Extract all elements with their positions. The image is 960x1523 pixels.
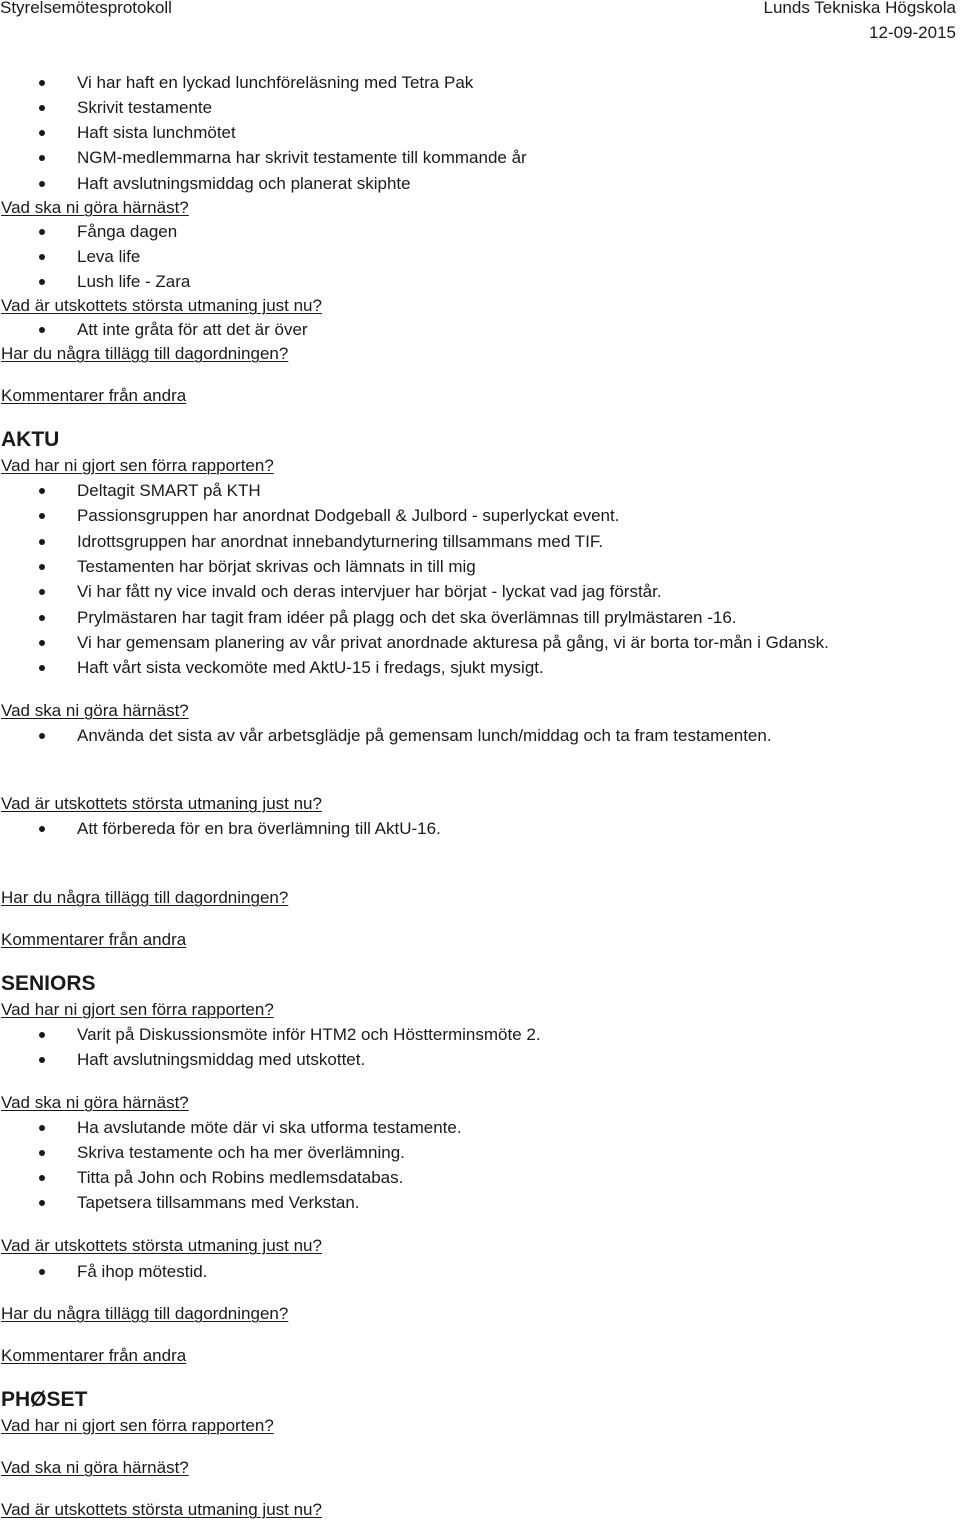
bullet-icon: [39, 1150, 45, 1156]
bullet-icon: [39, 733, 45, 739]
bullet-icon: [39, 1125, 45, 1131]
bullet-icon: [39, 665, 45, 671]
question-done: Vad har ni gjort sen förra rapporten?: [1, 1000, 274, 1019]
bullet-icon: [39, 564, 45, 570]
question-next: Vad ska ni göra härnäst?: [1, 198, 189, 217]
question-done: Vad har ni gjort sen förra rapporten?: [1, 1416, 274, 1435]
bullet-icon: [39, 640, 45, 646]
bullet-icon: [39, 1200, 45, 1206]
bullet-icon: [39, 539, 45, 545]
question-next: Vad ska ni göra härnäst?: [1, 701, 189, 720]
bullet-icon: [39, 130, 45, 136]
question-next: Vad ska ni göra härnäst?: [1, 1093, 189, 1112]
section-heading-phoset: PHØSET: [1, 1388, 88, 1411]
question-agenda: Har du några tillägg till dagordningen?: [1, 888, 289, 907]
bullet-icon: [39, 279, 45, 285]
bullet-icon: [39, 229, 45, 235]
page-header: [0, 0, 960, 48]
bullet-icon: [39, 615, 45, 621]
bullet-icon: [39, 1057, 45, 1063]
question-challenge: Vad är utskottets största utmaning just nu?: [1, 296, 322, 315]
comments-label: Kommentarer från andra: [1, 386, 187, 405]
comments-label: Kommentarer från andra: [1, 1346, 187, 1365]
document-date: 12-09-2015: [869, 23, 956, 42]
bullet-icon: [39, 826, 45, 832]
bullet-icon: [39, 155, 45, 161]
bullet-icon: [39, 105, 45, 111]
bullet-icon: [39, 80, 45, 86]
bullet-icon: [39, 327, 45, 333]
question-challenge: Vad är utskottets största utmaning just nu?: [1, 1236, 322, 1255]
bullet-icon: [39, 513, 45, 519]
bullet-icon: [39, 181, 45, 187]
organization-name: Lunds Tekniska Högskola: [763, 0, 956, 17]
bullet-icon: [39, 488, 45, 494]
section-heading-aktu: AKTU: [1, 428, 60, 451]
question-agenda: Har du några tillägg till dagordningen?: [1, 344, 289, 363]
bullet-icon: [39, 1032, 45, 1038]
document-title: Styrelsemötesprotokoll: [0, 0, 172, 17]
question-challenge: Vad är utskottets största utmaning just nu?: [1, 794, 322, 813]
comments-label: Kommentarer från andra: [1, 930, 187, 949]
bullet-icon: [39, 589, 45, 595]
question-next: Vad ska ni göra härnäst?: [1, 1458, 189, 1477]
question-agenda: Har du några tillägg till dagordningen?: [1, 1304, 289, 1323]
bullet-icon: [39, 1269, 45, 1275]
question-challenge: Vad är utskottets största utmaning just nu?: [1, 1500, 322, 1519]
section-heading-seniors: SENIORS: [1, 972, 96, 995]
bullet-icon: [39, 1175, 45, 1181]
bullet-icon: [39, 254, 45, 260]
question-done: Vad har ni gjort sen förra rapporten?: [1, 456, 274, 475]
